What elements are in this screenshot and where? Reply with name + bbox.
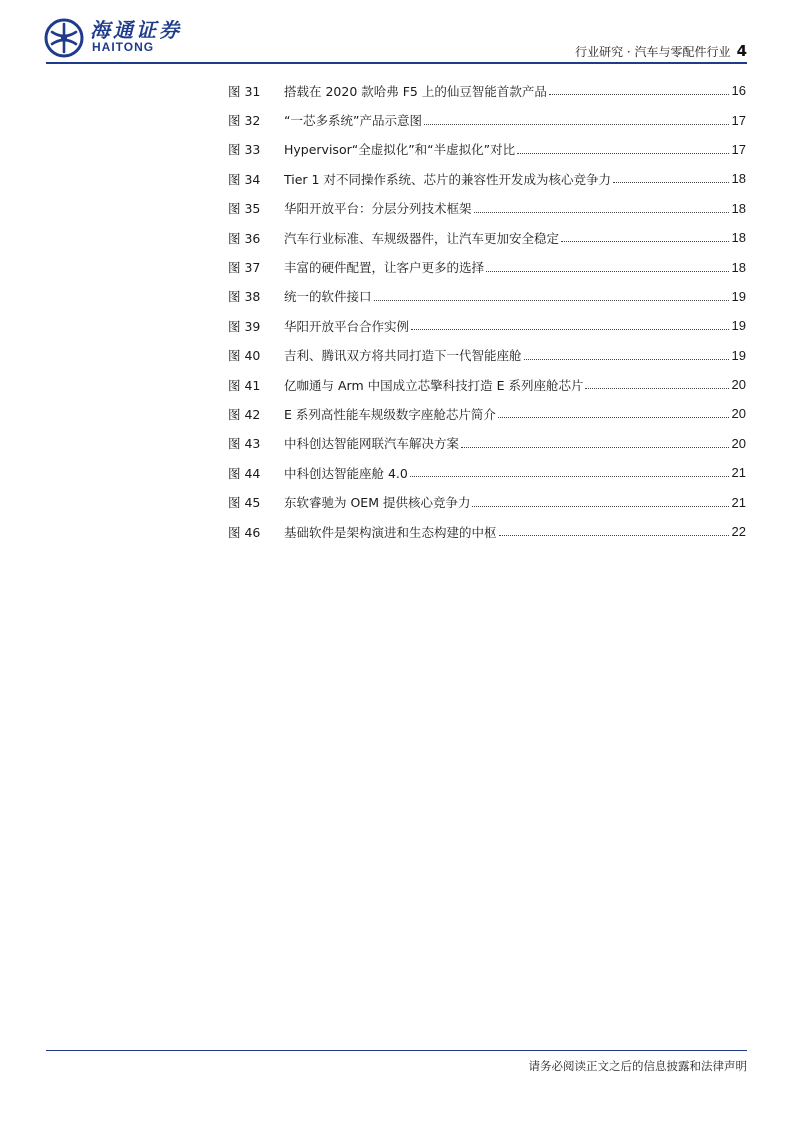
footer-disclaimer: 请务必阅读正文之后的信息披露和法律声明 xyxy=(528,1059,747,1073)
toc-entry[interactable] xyxy=(228,458,746,487)
toc-dot-leader xyxy=(424,124,729,125)
toc-entry-page: 22 xyxy=(731,524,746,540)
toc-entry-title: Hypervisor“全虚拟化”和“半虚拟化”对比 xyxy=(284,142,516,158)
toc-entry[interactable] xyxy=(228,370,746,399)
toc-entry-label: 图 32 xyxy=(228,113,261,129)
toc-dot-leader xyxy=(499,535,729,536)
toc-entry[interactable] xyxy=(228,341,746,370)
page-number: 4 xyxy=(736,42,747,60)
toc-dot-leader xyxy=(498,417,729,418)
logo-english-name: HAITONG xyxy=(92,40,155,54)
toc-entry-title: “一芯多系统”产品示意图 xyxy=(284,113,422,129)
toc-entry[interactable] xyxy=(228,135,746,164)
toc-entry-title: 华阳开放平台：分层分列技术框架 xyxy=(284,201,472,217)
toc-entry-page: 20 xyxy=(731,435,746,451)
toc-dot-leader xyxy=(472,506,728,507)
toc-dot-leader xyxy=(486,271,729,272)
toc-entry-title: 搭载在 2020 款哈弗 F5 上的仙豆智能首款产品 xyxy=(284,83,547,99)
toc-entry-label: 图 37 xyxy=(228,260,261,276)
toc-entry-title: 汽车行业标准、车规级器件，让汽车更加安全稳定 xyxy=(284,230,560,246)
toc-entry-page: 17 xyxy=(731,141,746,157)
toc-dot-leader xyxy=(524,359,729,360)
toc-entry-title: 吉利、腾讯双方将共同打造下一代智能座舱 xyxy=(284,348,522,364)
toc-entry-label: 图 34 xyxy=(228,171,261,187)
haitong-logo-icon xyxy=(44,18,84,58)
header-section-info xyxy=(575,42,747,60)
toc-entry-label: 图 43 xyxy=(228,436,261,452)
toc-entry-page: 18 xyxy=(731,230,746,246)
toc-entry-title: 基础软件是架构演进和生态构建的中枢 xyxy=(284,524,497,540)
toc-entry-page: 21 xyxy=(731,465,746,481)
toc-entry-title: 丰富的硬件配置，让客户更多的选择 xyxy=(284,260,485,276)
toc-entry-title: 统一的软件接口 xyxy=(284,289,372,305)
toc-entry-page: 20 xyxy=(731,406,746,422)
toc-entry-page: 18 xyxy=(731,171,746,187)
toc-entry[interactable] xyxy=(228,164,746,193)
toc-entry-page: 20 xyxy=(731,377,746,393)
toc-entry[interactable] xyxy=(228,252,746,281)
toc-dot-leader xyxy=(461,447,729,448)
toc-entry-title: 亿咖通与 Arm 中国成立芯擎科技打造 E 系列座舱芯片 xyxy=(284,377,584,393)
toc-entry-label: 图 36 xyxy=(228,230,261,246)
toc-entry-label: 图 41 xyxy=(228,377,261,393)
toc-entry[interactable] xyxy=(228,311,746,340)
toc-entry-page: 21 xyxy=(731,494,746,510)
toc-entry-title: 华阳开放平台合作实例 xyxy=(284,318,410,334)
toc-entry-label: 图 39 xyxy=(228,318,261,334)
footer-divider xyxy=(46,1050,747,1051)
toc-entry-label: 图 45 xyxy=(228,495,261,511)
toc-entry-label: 图 38 xyxy=(228,289,261,305)
toc-entry-page: 19 xyxy=(731,318,746,334)
page-header xyxy=(0,0,793,70)
toc-entry-label: 图 35 xyxy=(228,201,261,217)
toc-dot-leader xyxy=(517,153,728,154)
toc-entry-label: 图 42 xyxy=(228,406,261,422)
toc-entry-title: 中科创达智能网联汽车解决方案 xyxy=(284,436,460,452)
toc-entry-title: 东软睿驰为 OEM 提供核心竞争力 xyxy=(284,495,471,511)
header-divider xyxy=(46,62,747,64)
toc-entry[interactable] xyxy=(228,282,746,311)
toc-dot-leader xyxy=(410,476,729,477)
toc-dot-leader xyxy=(613,182,729,183)
toc-entry-title: E 系列高性能车规级数字座舱芯片简介 xyxy=(284,406,496,422)
toc-entry-label: 图 33 xyxy=(228,142,261,158)
toc-entry-title: Tier 1 对不同操作系统、芯片的兼容性开发成为核心竞争力 xyxy=(284,171,611,187)
toc-entry-page: 16 xyxy=(731,83,746,99)
toc-entry[interactable] xyxy=(228,76,746,105)
toc-entry-label: 图 40 xyxy=(228,348,261,364)
toc-entry-label: 图 31 xyxy=(228,83,261,99)
toc-entry-page: 18 xyxy=(731,259,746,275)
toc-entry-label: 图 44 xyxy=(228,465,261,481)
toc-entry-title: 中科创达智能座舱 4.0 xyxy=(284,465,408,481)
toc-entry[interactable] xyxy=(228,517,746,546)
header-section-title: 行业研究 · 汽车与零配件行业 xyxy=(575,45,731,59)
toc-dot-leader xyxy=(561,241,729,242)
toc-entry-label: 图 46 xyxy=(228,524,261,540)
toc-entry[interactable] xyxy=(228,487,746,516)
toc-entry[interactable] xyxy=(228,194,746,223)
figure-index-list xyxy=(228,76,746,546)
toc-entry-page: 17 xyxy=(731,112,746,128)
toc-dot-leader xyxy=(374,300,729,301)
toc-entry-page: 19 xyxy=(731,347,746,363)
toc-entry-page: 18 xyxy=(731,200,746,216)
logo-chinese-name: 海通证券 xyxy=(90,18,182,42)
toc-dot-leader xyxy=(411,329,729,330)
toc-entry[interactable] xyxy=(228,223,746,252)
toc-entry[interactable] xyxy=(228,429,746,458)
toc-dot-leader xyxy=(549,94,729,95)
toc-dot-leader xyxy=(474,212,729,213)
toc-entry[interactable] xyxy=(228,399,746,428)
toc-entry-page: 19 xyxy=(731,288,746,304)
toc-dot-leader xyxy=(585,388,728,389)
toc-entry[interactable] xyxy=(228,105,746,134)
